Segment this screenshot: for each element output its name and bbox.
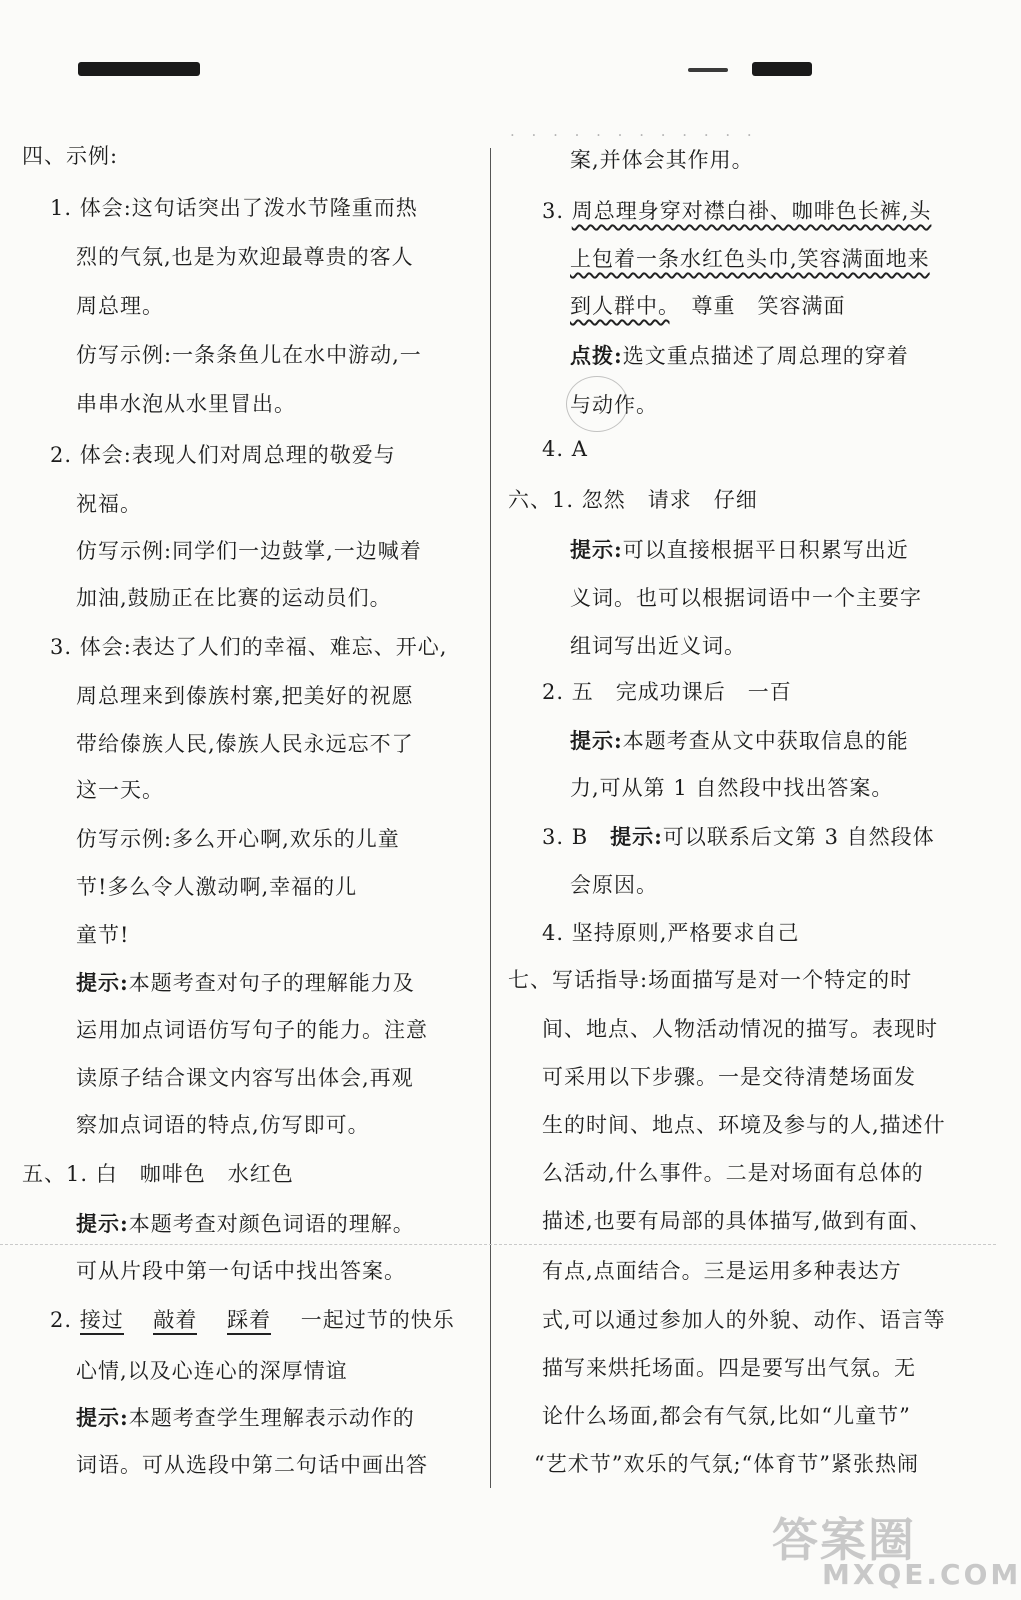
underlined-word: 敲着 bbox=[153, 1308, 197, 1335]
answer-line: 仿写示例:同学们一边鼓掌,一边喊着 bbox=[76, 539, 422, 563]
answer-line: 式,可以通过参加人的外貌、动作、语言等 bbox=[542, 1308, 946, 1332]
item-number: 3. B bbox=[542, 825, 611, 849]
answer-line: 4. 坚持原则,严格要求自己 bbox=[542, 921, 800, 945]
wavy-underlined-text: 上包着一条水红色头巾,笑容满面地来 bbox=[570, 247, 930, 271]
item-number: 3. bbox=[542, 199, 565, 223]
column-divider bbox=[490, 148, 491, 1488]
watermark-logo-text: 答案圈 bbox=[772, 1513, 916, 1567]
faint-header-bleed: · · · · · · · · · · · · bbox=[510, 126, 758, 144]
answer-line: 可采用以下步骤。一是交待清楚场面发 bbox=[542, 1065, 916, 1089]
answer-line: 与动作。 bbox=[570, 393, 658, 417]
hint-text: 可以联系后文第 3 自然段体 bbox=[662, 825, 935, 849]
hint-line bbox=[76, 969, 415, 997]
answer-line bbox=[542, 197, 931, 225]
answer-line: 可从片段中第一句话中找出答案。 bbox=[76, 1259, 406, 1283]
hint-label: 提示: bbox=[570, 728, 623, 753]
answer-line: 加油,鼓励正在比赛的运动员们。 bbox=[76, 586, 392, 610]
watermark-url: MXQE.COM bbox=[822, 1558, 1021, 1591]
answer-line: 生的时间、地点、环境及参与的人,描述什 bbox=[542, 1113, 946, 1137]
answer-line: 1. 体会:这句话突出了泼水节隆重而热 bbox=[50, 196, 418, 220]
header-bar-right bbox=[752, 62, 812, 76]
answer-line: 有点,点面结合。三是运用多种表达方 bbox=[542, 1259, 902, 1283]
answer-line: 4. A bbox=[542, 437, 588, 461]
answer-line: 词语。可从选段中第二句话中画出答 bbox=[76, 1453, 428, 1477]
underlined-word: 踩着 bbox=[227, 1308, 271, 1335]
hint-label: 提示: bbox=[76, 1211, 129, 1236]
answer-line: 仿写示例:一条条鱼儿在水中游动,一 bbox=[76, 343, 422, 367]
answer-line: 祝福。 bbox=[76, 492, 142, 516]
hint-line bbox=[76, 1404, 415, 1432]
answer-line: 节!多么令人激动啊,幸福的儿 bbox=[76, 875, 358, 899]
hint-label: 提示: bbox=[570, 537, 623, 562]
answer-line: 串串水泡从水里冒出。 bbox=[76, 392, 296, 416]
underlined-word: 接过 bbox=[80, 1308, 124, 1335]
answer-line: “艺术节”欢乐的气氛;“体育节”紧张热闹 bbox=[534, 1452, 920, 1476]
section-heading: 七、写话指导:场面描写是对一个特定的时 bbox=[508, 968, 913, 992]
answer-line bbox=[542, 823, 935, 851]
answer-line: 带给傣族人民,傣族人民永远忘不了 bbox=[76, 732, 414, 756]
answer-line: 案,并体会其作用。 bbox=[570, 148, 754, 172]
answer-line: 力,可从第 1 自然段中找出答案。 bbox=[570, 776, 894, 800]
hint-text: 本题考查对颜色词语的理解。 bbox=[128, 1212, 415, 1236]
answer-line: 义词。也可以根据词语中一个主要字 bbox=[570, 586, 922, 610]
answer-text: 一起过节的快乐 bbox=[300, 1308, 455, 1332]
answer-text: 尊重 笑容满面 bbox=[691, 294, 846, 318]
hint-line bbox=[76, 1210, 415, 1238]
answer-line: 童节! bbox=[76, 923, 130, 947]
answer-line: 烈的气氛,也是为欢迎最尊贵的客人 bbox=[76, 245, 414, 269]
hint-text: 本题考查从文中获取信息的能 bbox=[622, 729, 909, 753]
answer-line: 间、地点、人物活动情况的描写。表现时 bbox=[542, 1017, 938, 1041]
section-heading: 五、1. 白 咖啡色 水红色 bbox=[22, 1162, 294, 1186]
answer-line: 察加点词语的特点,仿写即可。 bbox=[76, 1113, 370, 1137]
section-heading: 四、示例: bbox=[22, 144, 119, 168]
answer-line: 3. 体会:表达了人们的幸福、难忘、开心, bbox=[50, 635, 448, 659]
header-bar-mid bbox=[688, 68, 728, 72]
hint-label: 点拨: bbox=[570, 343, 623, 368]
answer-line: 论什么场面,都会有气氛,比如“儿童节” bbox=[542, 1404, 911, 1428]
answer-line: 组词写出近义词。 bbox=[570, 634, 746, 658]
answer-line bbox=[570, 292, 846, 320]
hint-text: 可以直接根据平日积累写出近 bbox=[622, 538, 909, 562]
answer-line: 2. 五 完成功课后 一百 bbox=[542, 680, 792, 704]
page-fold-line bbox=[0, 1244, 996, 1245]
wavy-underlined-text: 到人群中。 bbox=[570, 294, 670, 318]
answer-line: 心情,以及心连心的深厚情谊 bbox=[76, 1359, 348, 1383]
answer-line: 这一天。 bbox=[76, 778, 164, 802]
item-number: 2. bbox=[50, 1308, 73, 1332]
hint-line bbox=[570, 536, 909, 564]
answer-line bbox=[570, 245, 930, 273]
answer-line: 运用加点词语仿写句子的能力。注意 bbox=[76, 1018, 428, 1042]
answer-line: 描写来烘托场面。四是要写出气氛。无 bbox=[542, 1356, 916, 1380]
hint-text: 本题考查学生理解表示动作的 bbox=[128, 1406, 415, 1430]
answer-line: 仿写示例:多么开心啊,欢乐的儿童 bbox=[76, 827, 400, 851]
hint-text: 本题考查对句子的理解能力及 bbox=[128, 971, 415, 995]
section-heading: 六、1. 忽然 请求 仔细 bbox=[508, 488, 758, 512]
hint-line bbox=[570, 342, 909, 370]
answer-line: 周总理来到傣族村寨,把美好的祝愿 bbox=[76, 684, 414, 708]
answer-line: 么活动,什么事件。二是对场面有总体的 bbox=[542, 1161, 924, 1185]
wavy-underlined-text: 周总理身穿对襟白褂、咖啡色长裤,头 bbox=[571, 199, 932, 223]
faint-stamp bbox=[566, 376, 628, 432]
answer-line bbox=[50, 1306, 455, 1334]
site-watermark bbox=[772, 1504, 1021, 1594]
answer-line: 会原因。 bbox=[570, 873, 658, 897]
answer-line: 读原子结合课文内容写出体会,再观 bbox=[76, 1066, 414, 1090]
answer-line: 描述,也要有局部的具体描写,做到有面、 bbox=[542, 1209, 932, 1233]
hint-label: 提示: bbox=[610, 824, 663, 849]
answer-line: 周总理。 bbox=[76, 294, 164, 318]
hint-text: 选文重点描述了周总理的穿着 bbox=[622, 344, 909, 368]
answer-line: 2. 体会:表现人们对周总理的敬爱与 bbox=[50, 443, 396, 467]
hint-label: 提示: bbox=[76, 1405, 129, 1430]
hint-label: 提示: bbox=[76, 970, 129, 995]
header-bar-left bbox=[78, 62, 200, 76]
hint-line bbox=[570, 727, 909, 755]
